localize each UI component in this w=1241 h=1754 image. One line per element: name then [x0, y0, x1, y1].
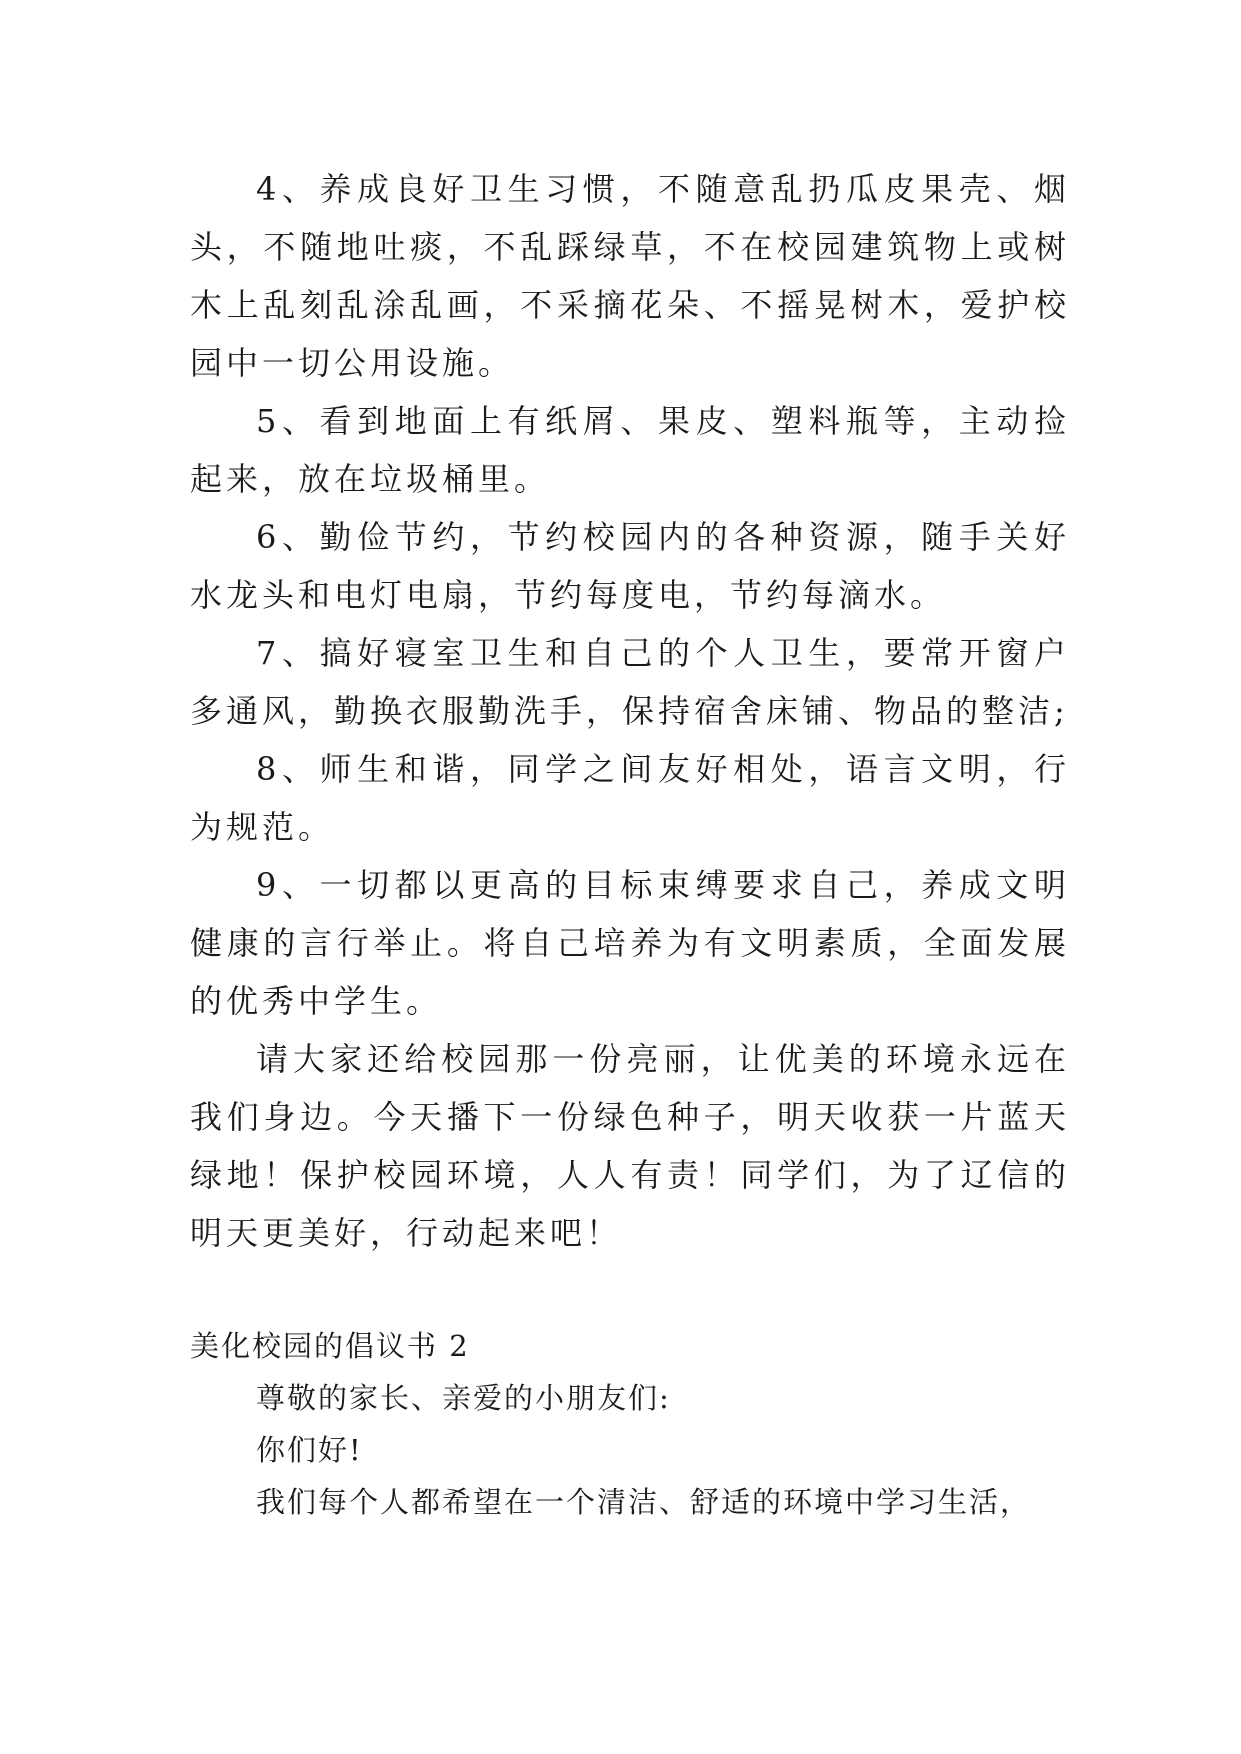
paragraph-item-6: 6、勤俭节约，节约校园内的各种资源，随手关好水龙头和电灯电扇，节约每度电，节约每滴水。 — [190, 518, 1070, 614]
paragraph-item-9: 9、一切都以更高的目标束缚要求自己，养成文明健康的言行举止。将自己培养为有文明素质，全面发展的优秀中学生。 — [190, 866, 1070, 1020]
paragraph-closing: 请大家还给校园那一份亮丽，让优美的环境永远在我们身边。今天播下一份绿色种子，明天收获一片蓝天绿地！保护校园环境，人人有责！同学们，为了辽信的明天更美好，行动起来吧！ — [190, 1040, 1070, 1252]
greeting-line: 尊敬的家长、亲爱的小朋友们: — [256, 1381, 671, 1415]
paragraph-item-7: 7、搞好寝室卫生和自己的个人卫生，要常开窗户多通风，勤换衣服勤洗手，保持宿舍床铺、物品的整洁; — [190, 634, 1070, 730]
document-body — [190, 160, 1070, 1528]
section-title: 美化校园的倡议书 2 — [190, 1329, 470, 1363]
paragraph-item-5: 5、看到地面上有纸屑、果皮、塑料瓶等，主动捡起来，放在垃圾桶里。 — [190, 402, 1070, 498]
salutation-line: 你们好! — [256, 1433, 363, 1467]
paragraph-item-8: 8、师生和谐，同学之间友好相处，语言文明，行为规范。 — [190, 750, 1070, 846]
paragraph-item-4: 4、养成良好卫生习惯，不随意乱扔瓜皮果壳、烟头，不随地吐痰，不乱踩绿草，不在校园建筑物上或树木上乱刻乱涂乱画，不采摘花朵、不摇晃树木，爱护校园中一切公用设施。 — [190, 170, 1070, 382]
opening-paragraph: 我们每个人都希望在一个清洁、舒适的环境中学习生活， — [256, 1485, 1032, 1519]
